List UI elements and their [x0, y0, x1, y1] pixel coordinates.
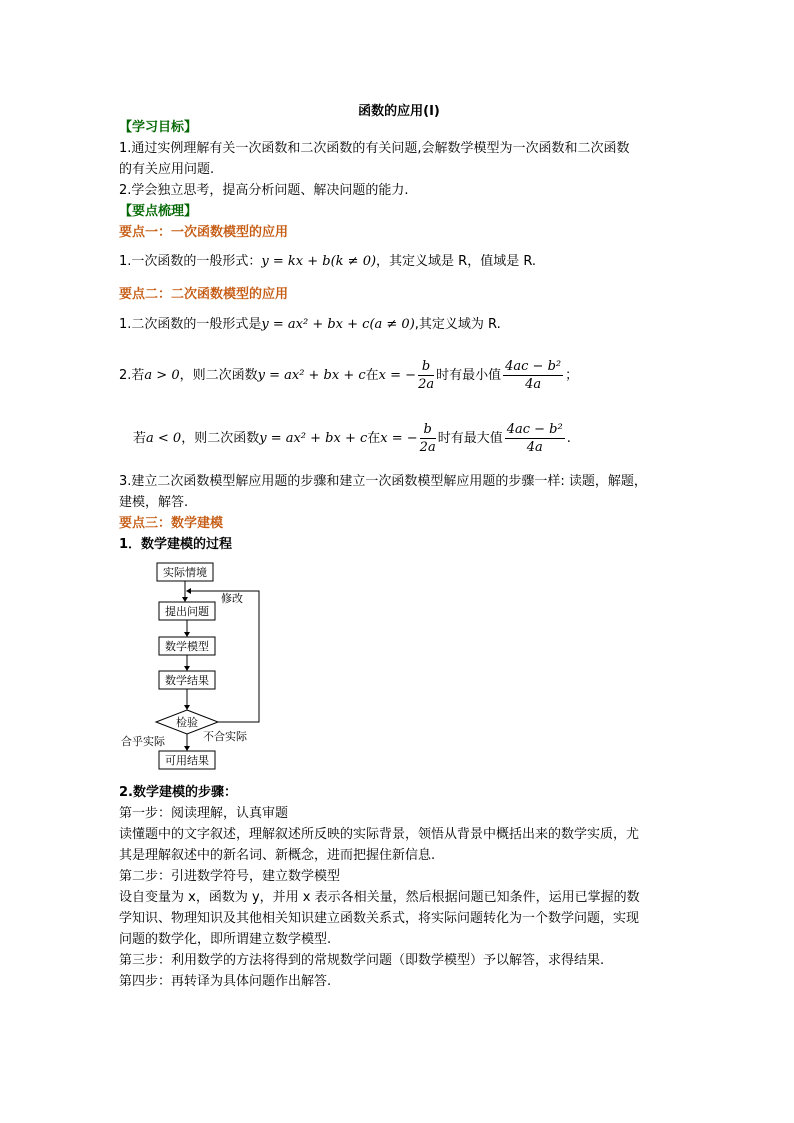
vertex-x: x = − — [380, 431, 418, 446]
flow-box-situation-label: 实际情境 — [163, 566, 207, 579]
page-title: 函数的应用(Ⅰ) — [358, 104, 440, 119]
point-2-item-3 — [133, 420, 571, 458]
text: ，则二次函数 — [181, 431, 260, 446]
linear-formula: y = kx + b(k ≠ 0) — [261, 254, 377, 269]
numerator: 4ac − b² — [506, 422, 563, 437]
quadratic-formula: y = ax² + bx + c(a ≠ 0) — [261, 317, 415, 332]
text: ； — [565, 368, 579, 383]
denominator: 2a — [419, 440, 436, 455]
arrowhead-icon — [184, 746, 190, 751]
text: ，其定义域是 R，值域是 R. — [376, 254, 537, 269]
text: . — [566, 431, 571, 446]
goals-heading: 【学习目标】 — [119, 120, 198, 135]
denominator: 2a — [418, 377, 435, 392]
step-2-line2: 学知识、物理知识及其他相关知识建立函数关系式，将实际问题转化为一个数学问题，实现 — [119, 911, 640, 926]
fraction — [418, 358, 434, 393]
text: 1.一次函数的一般形式： — [119, 254, 262, 269]
flow-label-not-fit: 不合实际 — [203, 730, 247, 743]
condition: a > 0 — [144, 368, 180, 383]
modeling-flowchart — [119, 560, 269, 775]
goal-1-line2: 的有关应用问题. — [119, 162, 215, 177]
numerator: b — [418, 358, 434, 376]
flow-box-question-label: 提出问题 — [165, 605, 209, 618]
text: 时有最大值 — [437, 431, 503, 446]
denominator: 4a — [525, 377, 542, 392]
text: 2.若 — [119, 368, 145, 383]
condition: a < 0 — [146, 431, 182, 446]
flow-label-fit: 合乎实际 — [121, 735, 165, 748]
modeling-process-heading: 1．数学建模的过程 — [119, 537, 233, 552]
text: 在 — [365, 368, 379, 383]
point-2-heading: 要点二：二次函数模型的应用 — [119, 287, 289, 302]
points-heading: 【要点梳理】 — [119, 204, 198, 219]
point-2-item-4-line2: 建模，解答. — [119, 495, 189, 510]
arrowhead-icon — [186, 588, 191, 594]
point-2-item-4-line1: 3.建立二次函数模型解应用题的步骤和建立一次函数模型解应用题的步骤一样: 读题，解题， — [119, 474, 647, 489]
step-1: 第一步：阅读理解，认真审题 — [119, 806, 289, 821]
text: 若 — [133, 431, 147, 446]
text: 在 — [367, 431, 381, 446]
fraction — [420, 421, 436, 456]
flow-box-model-label: 数学模型 — [165, 640, 209, 653]
point-2-item-1 — [119, 315, 501, 334]
text: 时有最小值 — [436, 368, 502, 383]
arrowhead-icon — [184, 666, 190, 671]
fraction — [505, 421, 565, 456]
point-2-item-2 — [119, 357, 578, 395]
flow-box-usable-label: 可用结果 — [165, 754, 209, 767]
modeling-steps-heading: 2.数学建模的步骤： — [119, 785, 237, 800]
quadratic-function: y = ax² + bx + c — [257, 368, 366, 383]
numerator: b — [420, 421, 436, 439]
flow-diamond-label: 检验 — [176, 716, 198, 729]
arrowhead-icon — [182, 597, 188, 602]
point-3-heading: 要点三：数学建模 — [119, 516, 224, 531]
step-2-line3: 问题的数学化，即所谓建立数学模型. — [119, 932, 332, 947]
text: ,其定义域为 R. — [414, 317, 501, 332]
denominator: 4a — [526, 440, 543, 455]
step-1-line2: 其是理解叙述中的新名词、新概念，进而把握住新信息. — [119, 848, 436, 863]
step-3: 第三步：利用数学的方法将得到的常规数学问题（即数学模型）予以解答，求得结果. — [119, 953, 605, 968]
goal-1-line1: 1.通过实例理解有关一次函数和二次函数的有关问题,会解数学模型为一次函数和二次函数 — [119, 141, 630, 156]
goal-2: 2.学会独立思考，提高分析问题、解决问题的能力. — [119, 183, 409, 198]
point-1-heading: 要点一：一次函数模型的应用 — [119, 225, 289, 240]
point-1-item — [119, 252, 536, 271]
fraction — [503, 358, 563, 393]
text: 1.二次函数的一般形式是 — [119, 317, 262, 332]
step-2-line1: 设自变量为 x，函数为 y，并用 x 表示各相关量，然后根据问题已知条件，运用已掌握的数 — [119, 890, 640, 905]
flow-label-modify: 修改 — [221, 592, 243, 605]
arrowhead-icon — [184, 632, 190, 637]
step-1-line1: 读懂题中的文字叙述，理解叙述所反映的实际背景，领悟从背景中概括出来的数学实质，尤 — [119, 827, 640, 842]
numerator: 4ac − b² — [505, 359, 562, 374]
text: ，则二次函数 — [179, 368, 258, 383]
step-2: 第二步：引进数学符号，建立数学模型 — [119, 869, 341, 884]
step-4: 第四步：再转译为具体问题作出解答. — [119, 974, 332, 989]
quadratic-function: y = ax² + bx + c — [259, 431, 368, 446]
vertex-x: x = − — [378, 368, 417, 383]
flow-box-result-label: 数学结果 — [165, 674, 209, 687]
arrowhead-icon — [184, 705, 190, 710]
